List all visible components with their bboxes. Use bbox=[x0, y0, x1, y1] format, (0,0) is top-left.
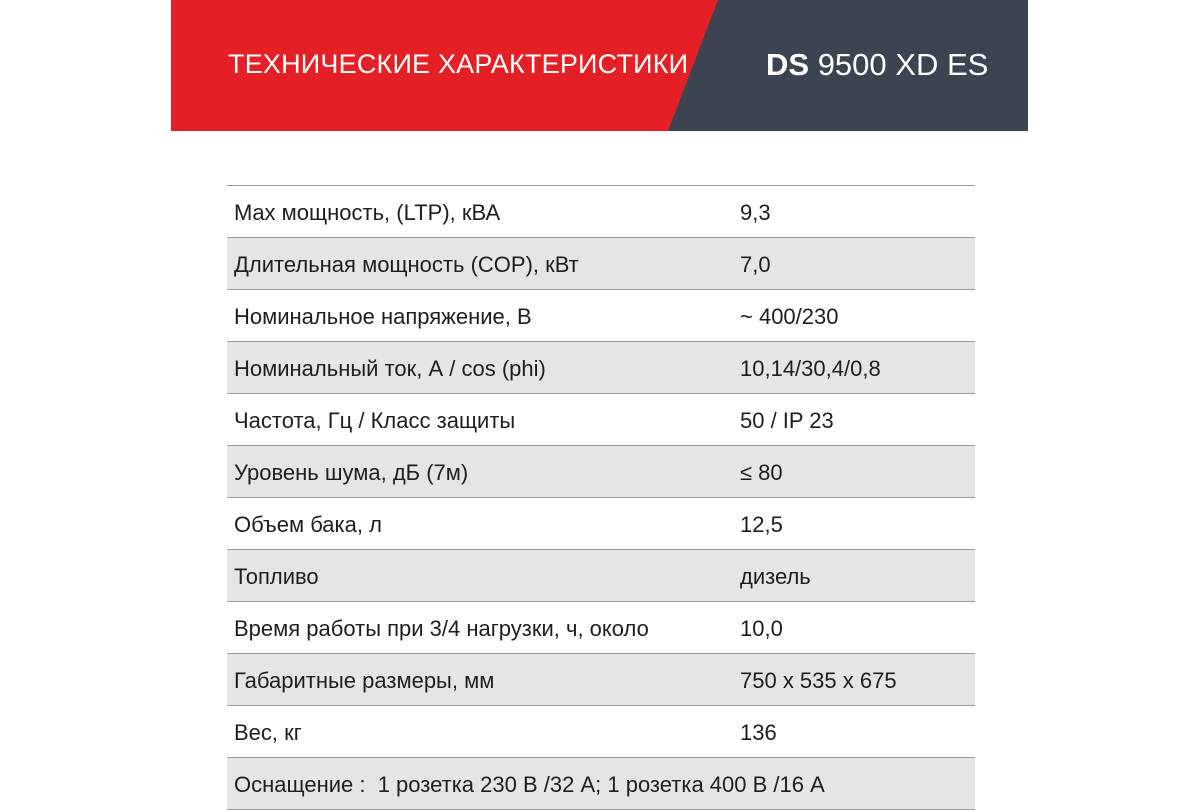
model-series: DS bbox=[766, 47, 810, 82]
spec-label: Время работы при 3/4 нагрузки, ч, около bbox=[234, 616, 649, 641]
spec-row bbox=[227, 602, 975, 654]
page-title: ТЕХНИЧЕСКИЕ ХАРАКТЕРИСТИКИ bbox=[228, 49, 689, 79]
spec-value: дизель bbox=[740, 564, 811, 589]
spec-label: Уровень шума, дБ (7м) bbox=[234, 460, 469, 485]
specs-table bbox=[227, 185, 975, 810]
spec-value: 7,0 bbox=[740, 252, 771, 277]
spec-row bbox=[227, 446, 975, 498]
equipment-row bbox=[227, 758, 975, 810]
spec-value: 10,14/30,4/0,8 bbox=[740, 356, 881, 381]
model-name bbox=[766, 47, 988, 83]
header-banner bbox=[171, 0, 1028, 131]
spec-value: 50 / IP 23 bbox=[740, 408, 834, 433]
spec-label: Частота, Гц / Класс защиты bbox=[234, 408, 516, 433]
spec-row bbox=[227, 238, 975, 290]
spec-value: 136 bbox=[740, 720, 777, 745]
spec-row bbox=[227, 706, 975, 758]
spec-value: ≤ 80 bbox=[740, 460, 783, 485]
spec-row bbox=[227, 550, 975, 602]
spec-value: 10,0 bbox=[740, 616, 783, 641]
spec-label: Номинальный ток, А / cos (phi) bbox=[234, 356, 546, 381]
spec-label: Длительная мощность (COP), кВт bbox=[234, 252, 579, 277]
spec-value: ~ 400/230 bbox=[740, 304, 839, 329]
spec-label: Вес, кг bbox=[234, 720, 302, 745]
spec-label: Max мощность, (LTP), кВА bbox=[234, 200, 501, 225]
spec-row bbox=[227, 654, 975, 706]
model-number: 9500 XD ES bbox=[809, 47, 989, 82]
spec-row bbox=[227, 186, 975, 238]
spec-value: 12,5 bbox=[740, 512, 783, 537]
spec-value: 750 x 535 x 675 bbox=[740, 668, 897, 693]
spec-value: 9,3 bbox=[740, 200, 771, 225]
spec-label: Топливо bbox=[234, 564, 319, 589]
spec-label: Объем бака, л bbox=[234, 512, 382, 537]
spec-row bbox=[227, 342, 975, 394]
spec-row bbox=[227, 498, 975, 550]
spec-row bbox=[227, 290, 975, 342]
equipment-text: Оснащение : 1 розетка 230 В /32 А; 1 розетка 400 В /16 А bbox=[234, 772, 825, 797]
spec-label: Номинальное напряжение, В bbox=[234, 304, 532, 329]
spec-label: Габаритные размеры, мм bbox=[234, 668, 495, 693]
spec-row bbox=[227, 394, 975, 446]
